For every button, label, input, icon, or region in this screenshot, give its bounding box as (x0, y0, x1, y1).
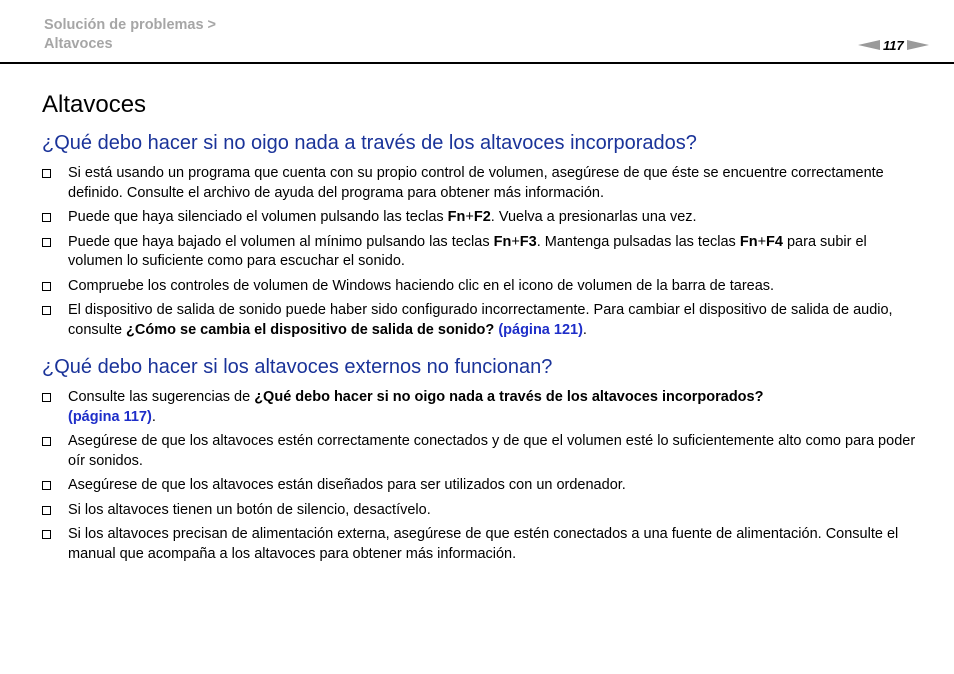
item-text: Consulte las sugerencias de (68, 389, 255, 405)
internal-speakers-list (42, 164, 922, 340)
checkbox-bullet-icon (42, 530, 51, 539)
key-name: F3 (519, 233, 537, 250)
external-speakers-list (42, 388, 922, 564)
item-text: El dispositivo de salida de sonido puede haber sido configurado incorrectamente. Para cambiar el dispositivo de salida de audio, consulte (68, 302, 893, 338)
checkbox-bullet-icon (42, 282, 51, 291)
key-name: Fn (447, 209, 466, 225)
item-text: Si los altavoces precisan de alimentación externa, asegúrese de que estén conectados a una fuente de alimentación. Consulte el manual que acompaña a los altavoces para obtener más información. (68, 526, 899, 562)
previous-page-arrow-icon[interactable] (858, 40, 880, 50)
item-text: . (582, 321, 587, 338)
list-item (42, 432, 922, 471)
key-name: F4 (766, 233, 783, 250)
header-divider (0, 62, 954, 64)
main-content (42, 88, 922, 569)
item-text: . Mantenga pulsadas las teclas (536, 233, 740, 250)
key-plus: + (465, 209, 474, 225)
checkbox-bullet-icon (42, 213, 51, 222)
page-navigation (858, 36, 938, 54)
checkbox-bullet-icon (42, 506, 51, 515)
breadcrumb-parent-link[interactable]: Solución de problemas > (44, 17, 217, 33)
item-text: Si los altavoces tienen un botón de silencio, desactívelo. (68, 501, 431, 518)
key-plus: + (511, 233, 520, 250)
list-item (42, 525, 922, 564)
item-text: Asegúrese de que los altavoces están diseñados para ser utilizados con un ordenador. (68, 477, 626, 493)
next-page-arrow-icon[interactable] (907, 40, 929, 50)
list-item (42, 277, 922, 297)
page-121-link[interactable]: (página 121) (498, 321, 583, 338)
section-heading-internal-speakers: ¿Qué debo hacer si no oigo nada a través de los altavoces incorporados? (42, 132, 697, 154)
checkbox-bullet-icon (42, 238, 51, 247)
checkbox-bullet-icon (42, 306, 51, 315)
checkbox-bullet-icon (42, 437, 51, 446)
key-name: Fn (493, 233, 512, 250)
cross-reference-title: ¿Cómo se cambia el dispositivo de salida de sonido? (126, 321, 495, 338)
checkbox-bullet-icon (42, 169, 51, 178)
key-name: Fn (739, 233, 758, 250)
page-117-link[interactable]: (página 117) (68, 408, 152, 425)
cross-reference-title: ¿Qué debo hacer si no oigo nada a través de los altavoces incorporados? (254, 389, 764, 405)
list-item (42, 164, 922, 203)
checkbox-bullet-icon (42, 393, 51, 402)
list-item (42, 301, 922, 340)
list-item (42, 476, 922, 496)
item-text: Compruebe los controles de volumen de Windows haciendo clic en el icono de volumen de la barra de tareas. (68, 277, 775, 294)
item-text: para subir el volumen lo suficiente como para escuchar el sonido. (68, 233, 867, 269)
item-text: Puede que haya bajado el volumen al mínimo pulsando las teclas (68, 233, 494, 250)
list-item (42, 233, 922, 272)
item-text: Asegúrese de que los altavoces estén correctamente conectados y de que el volumen esté lo suficientemente alto como para poder oír sonidos. (68, 433, 916, 469)
list-item (42, 208, 922, 228)
list-item (42, 501, 922, 521)
section-heading-external-speakers: ¿Qué debo hacer si los altavoces externos no funcionan? (42, 356, 553, 378)
checkbox-bullet-icon (42, 481, 51, 490)
item-text: . (151, 408, 156, 425)
item-text: Si está usando un programa que cuenta con su propio control de volumen, asegúrese de que éste se encuentre correctamente definido. Consulte el archivo de ayuda del programa para obtener más información. (68, 165, 884, 201)
item-text: Puede que haya silenciado el volumen pulsando las teclas (68, 209, 448, 225)
item-text: . Vuelva a presionarlas una vez. (490, 209, 697, 225)
list-item (42, 388, 922, 427)
page-title: Altavoces (42, 91, 147, 118)
key-plus: + (757, 233, 767, 250)
key-name: F2 (473, 209, 491, 225)
page-number: 117 (883, 37, 904, 53)
breadcrumb (44, 16, 216, 54)
breadcrumb-current: Altavoces (44, 36, 113, 52)
